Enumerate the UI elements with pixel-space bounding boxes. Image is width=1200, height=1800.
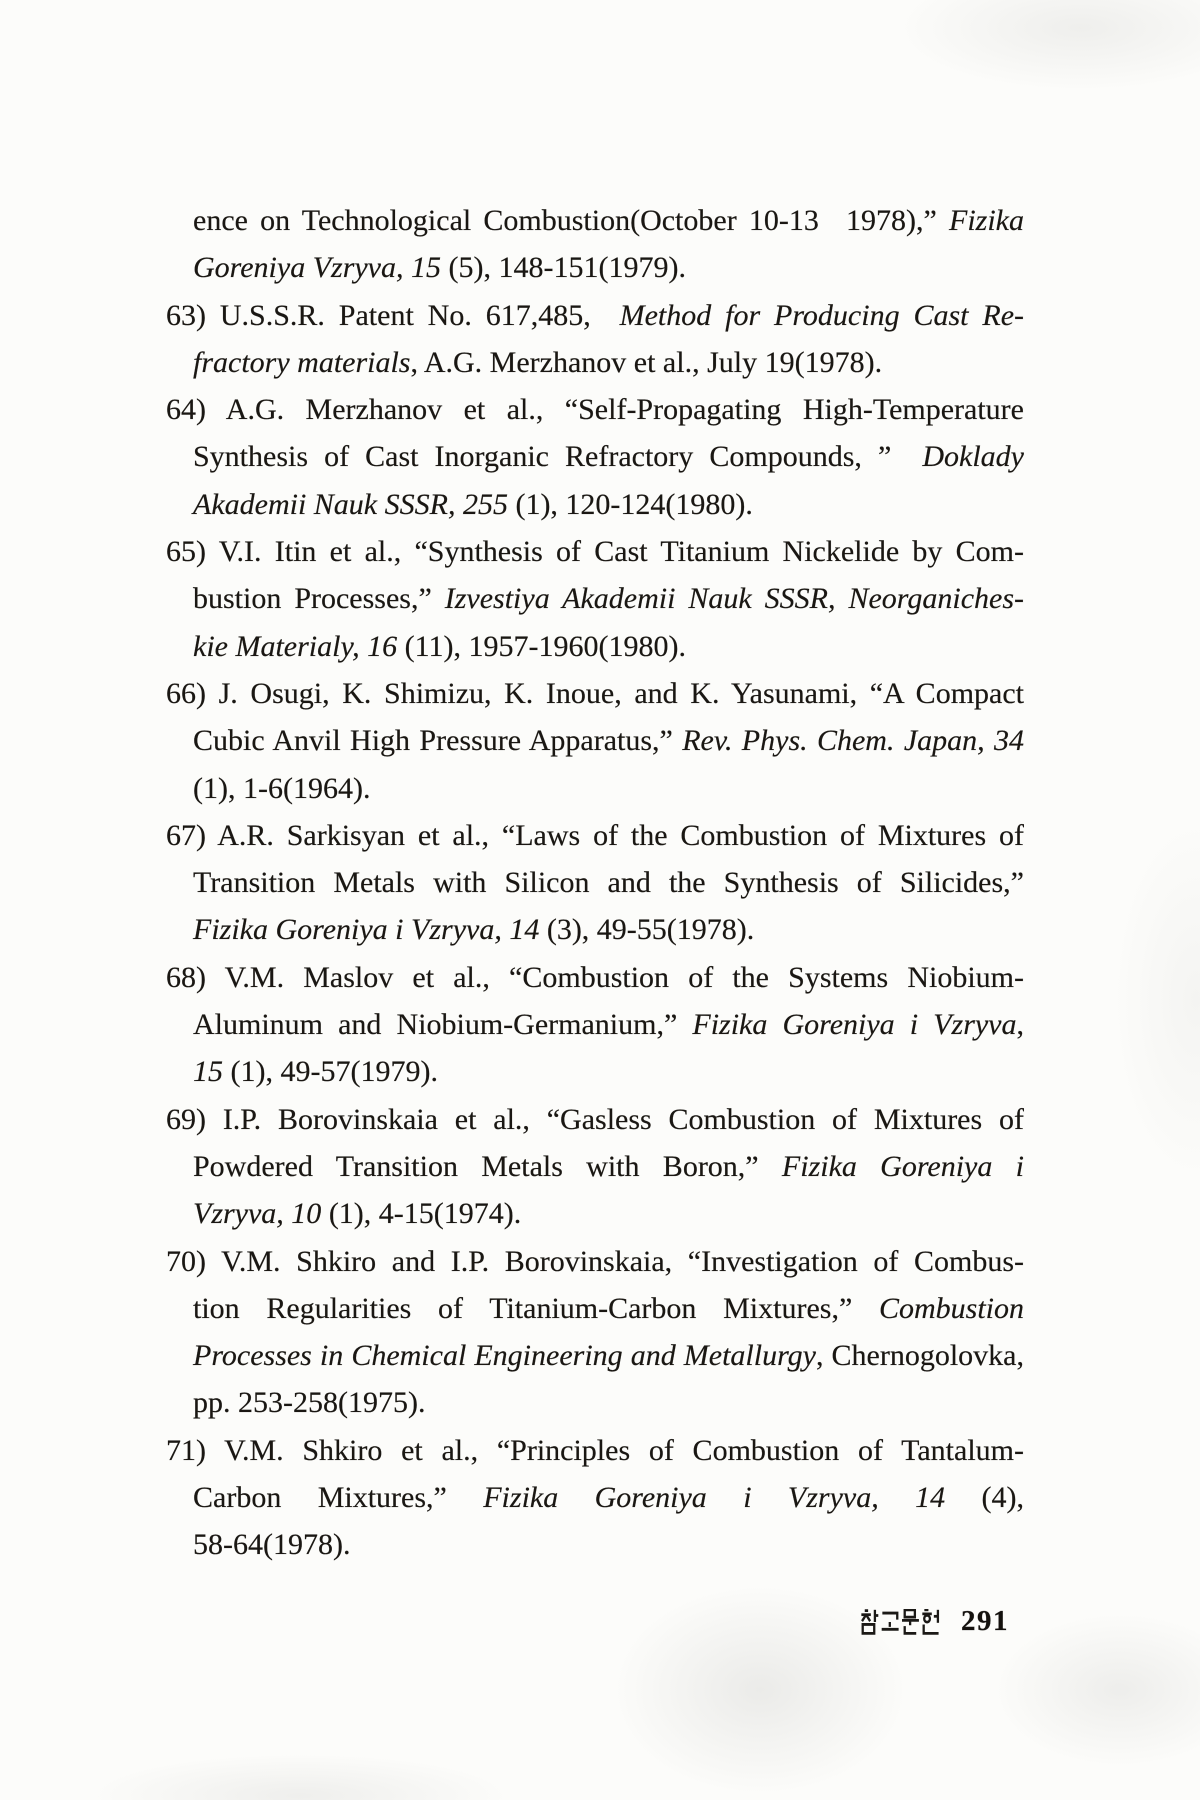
reference-line (166, 1285, 1024, 1332)
reference-text-segment: Carbon Mixtures,” (193, 1481, 484, 1515)
reference-italic-segment: Method for Producing Cast Re- (619, 298, 1024, 332)
reference-italic-segment: Goreniya Vzryva, 15 (193, 251, 441, 285)
reference-text-segment: 58-64(1978). (193, 1528, 351, 1562)
references-text-block (166, 197, 1024, 1569)
reference-text-segment: (1), 4-15(1974). (321, 1197, 522, 1231)
reference-line (166, 812, 1024, 859)
reference-text-segment: (5), 148-151(1979). (441, 251, 686, 285)
reference-text-segment: ence on Technological Combustion(October 10-13 1978),” (193, 204, 949, 237)
reference-text-segment: 71) V.M. Shkiro et al., “Principles of Combustion of Tantalum- (166, 1433, 1024, 1467)
reference-text-segment: (1), 49-57(1979). (223, 1055, 438, 1089)
reference-italic-segment: Rev. Phys. Chem. Japan, 34 (682, 724, 1024, 758)
reference-text-segment: Powdered Transition Metals with Boron,” (193, 1149, 782, 1183)
reference-text-segment: , (1016, 1008, 1024, 1042)
reference-line (166, 1427, 1024, 1474)
reference-line (166, 244, 1024, 291)
reference-line (166, 623, 1024, 670)
reference-text-segment: Transition Metals with Silicon and the Synthesis of Silicides,” (193, 866, 1024, 900)
reference-italic-segment: Doklady (922, 440, 1024, 474)
reference-text-segment: 70) V.M. Shkiro and I.P. Borovinskaia, “Investigation of Combus- (166, 1244, 1024, 1278)
reference-italic-segment: Processes in Chemical Engineering and Metallurgy (193, 1339, 816, 1373)
reference-line (166, 906, 1024, 953)
reference-line (166, 339, 1024, 386)
reference-italic-segment: fractory materials (193, 345, 411, 379)
reference-text-segment: 66) J. Osugi, K. Shimizu, K. Inoue, and K. Yasunami, “A Compact (166, 676, 1024, 710)
reference-italic-segment: Fizika Goreniya i Vzryva (692, 1008, 1017, 1042)
reference-line (166, 1048, 1024, 1095)
reference-text-segment: (1), 120-124(1980). (507, 487, 753, 521)
reference-text-segment: Synthesis of Cast Inorganic Refractory Compounds, ” (193, 440, 923, 474)
reference-line (166, 528, 1024, 575)
footer-label-hangul (860, 1609, 944, 1635)
reference-line (166, 1096, 1024, 1143)
reference-line (166, 575, 1024, 622)
reference-text-segment: (1), 1-6(1964). (193, 771, 371, 805)
reference-italic-segment: Combustion (878, 1291, 1024, 1325)
reference-line (166, 1521, 1024, 1568)
reference-italic-segment: Vzryva, 10 (193, 1197, 322, 1231)
reference-line (166, 197, 1024, 244)
reference-line (166, 717, 1024, 764)
reference-line (166, 670, 1024, 717)
reference-line (166, 1001, 1024, 1048)
reference-text-segment: (11), 1957-1960(1980). (397, 629, 686, 663)
reference-line (166, 292, 1024, 339)
reference-text-segment: 69) I.P. Borovinskaia et al., “Gasless Combustion of Mixtures of (166, 1102, 1024, 1136)
reference-text-segment: (4), (945, 1481, 1024, 1515)
reference-line (166, 1332, 1024, 1379)
reference-line (166, 1474, 1024, 1521)
reference-line (166, 1238, 1024, 1285)
reference-line (166, 481, 1024, 528)
reference-text-segment: 63) U.S.S.R. Patent No. 617,485, (166, 298, 620, 332)
reference-text-segment: 65) V.I. Itin et al., “Synthesis of Cast Titanium Nickelide by Com- (166, 535, 1024, 569)
reference-text-segment: Aluminum and Niobium-Germanium,” (193, 1008, 693, 1042)
page-footer (860, 1605, 1009, 1635)
reference-line (166, 954, 1024, 1001)
reference-italic-segment: Fizika Goreniya i (781, 1149, 1024, 1183)
reference-line (166, 1379, 1024, 1426)
reference-italic-segment: Fizika Goreniya i Vzryva, 14 (483, 1481, 946, 1515)
footer-page-number: 291 (961, 1605, 1009, 1637)
reference-text-segment: bustion Processes,” (193, 582, 445, 616)
reference-text-segment: , Chernogolovka, (815, 1339, 1024, 1373)
reference-text-segment: 68) V.M. Maslov et al., “Combustion of the Systems Niobium- (166, 960, 1024, 994)
reference-line (166, 433, 1024, 480)
reference-line (166, 859, 1024, 906)
reference-text-segment: (3), 49-55(1978). (539, 913, 755, 947)
reference-text-segment: tion Regularities of Titanium-Carbon Mixtures,” (193, 1291, 879, 1325)
reference-italic-segment: 15 (193, 1055, 223, 1089)
reference-line (166, 1190, 1024, 1237)
reference-italic-segment: kie Materialy, 16 (193, 629, 398, 663)
reference-text-segment: Cubic Anvil High Pressure Apparatus,” (193, 724, 683, 758)
reference-italic-segment: Fizika (949, 204, 1024, 237)
reference-text-segment: pp. 253-258(1975). (193, 1386, 426, 1420)
reference-text-segment: 67) A.R. Sarkisyan et al., “Laws of the Combustion of Mixtures of (166, 818, 1024, 852)
reference-text-segment: 64) A.G. Merzhanov et al., “Self-Propagating High-Temperature (166, 393, 1024, 427)
reference-italic-segment: Akademii Nauk SSSR, 255 (193, 487, 508, 521)
reference-line (166, 1143, 1024, 1190)
reference-italic-segment: Fizika Goreniya i Vzryva, 14 (193, 913, 540, 947)
reference-line (166, 386, 1024, 433)
reference-italic-segment: Izvestiya Akademii Nauk SSSR, Neorganiches- (444, 582, 1024, 616)
reference-line (166, 765, 1024, 812)
reference-text-segment: , A.G. Merzhanov et al., July 19(1978). (410, 345, 883, 379)
